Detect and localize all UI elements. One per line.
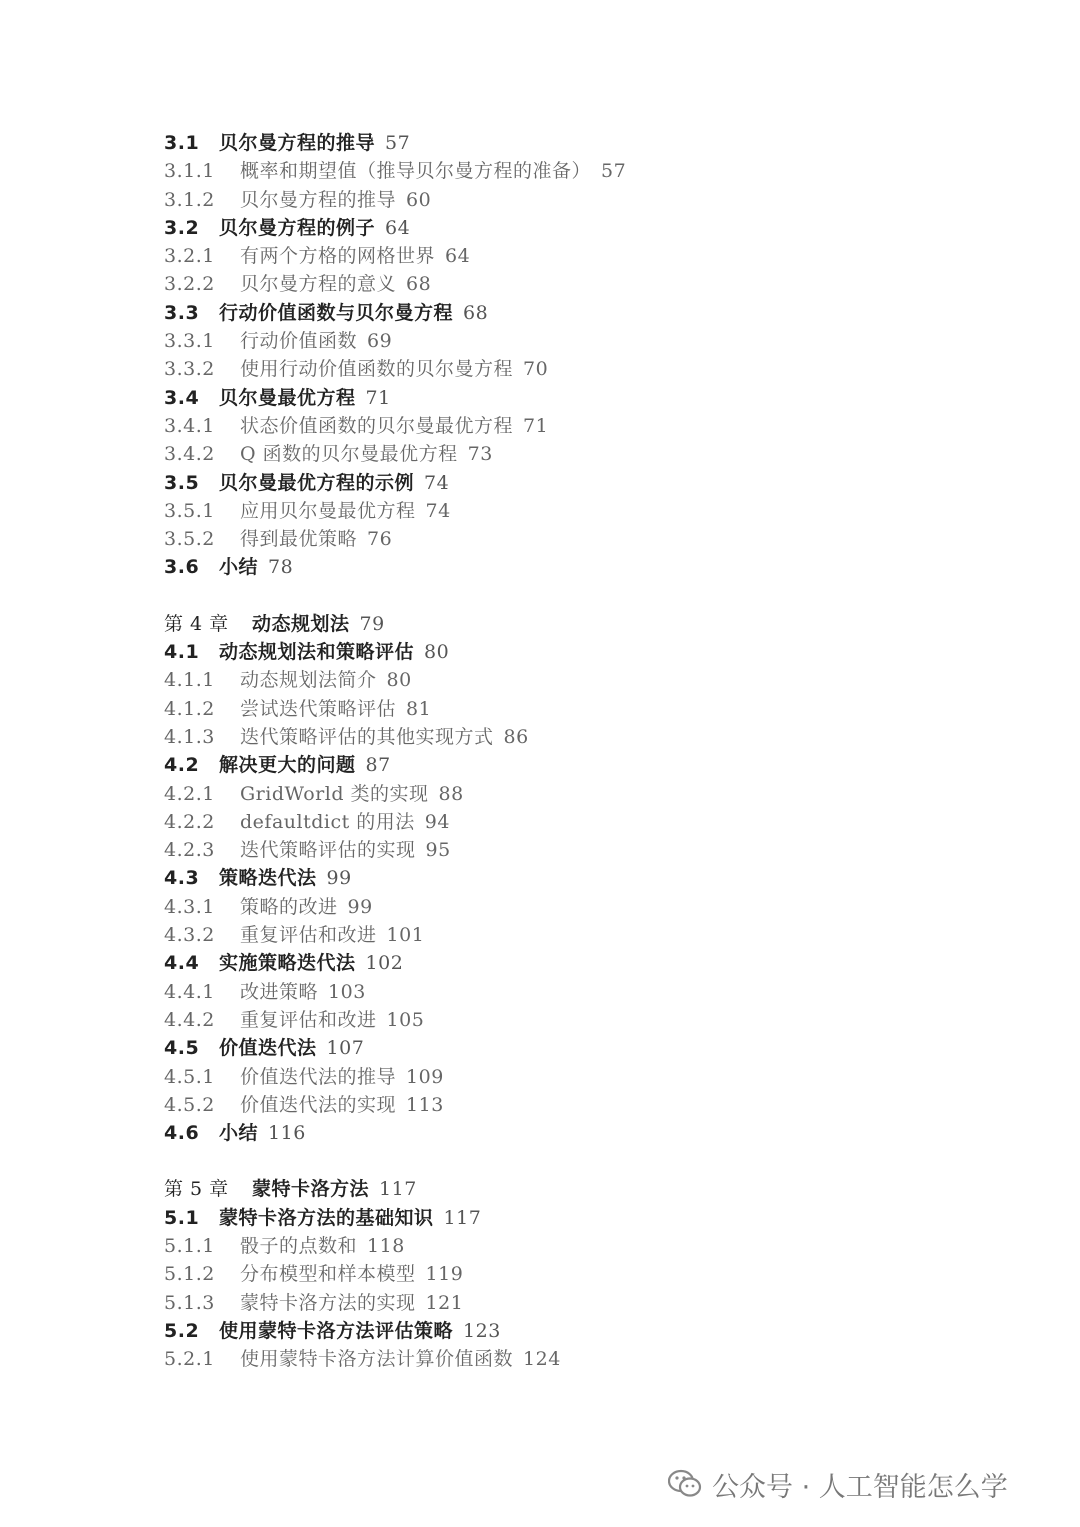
toc-entry-number: 3.1.1 xyxy=(164,160,215,183)
toc-entry-title: 行动价值函数 xyxy=(240,330,358,353)
toc-entry-subsection xyxy=(164,921,1044,949)
toc-entry-section xyxy=(164,1034,1044,1062)
toc-entry-number: 4.1.2 xyxy=(164,697,215,720)
toc-entry-subsection xyxy=(164,242,1044,270)
toc-entry-title: 动态规划法 xyxy=(252,612,350,635)
toc-entry-title: defaultdict 的用法 xyxy=(240,810,415,833)
toc-entry-number: 5.1 xyxy=(164,1206,200,1229)
toc-entry-section xyxy=(164,299,1044,327)
toc-entry-chapter xyxy=(164,1175,1044,1203)
toc-entry-subsection xyxy=(164,780,1044,808)
toc-entry-number: 3.3 xyxy=(164,301,200,324)
toc-entry-page: 87 xyxy=(365,754,391,777)
toc-entry-number: 5.2 xyxy=(164,1319,200,1342)
toc-entry-number: 3.4.2 xyxy=(164,443,215,466)
watermark xyxy=(668,1464,1008,1504)
toc-entry-subsection xyxy=(164,808,1044,836)
toc-entry-title: 分布模型和样本模型 xyxy=(240,1263,416,1286)
toc-entry-title: 应用贝尔曼最优方程 xyxy=(240,499,416,522)
toc-entry-number: 3.5.1 xyxy=(164,499,215,522)
toc-entry-page: 80 xyxy=(386,669,412,692)
toc-entry-page: 68 xyxy=(406,273,432,296)
toc-entry-page: 57 xyxy=(385,132,411,154)
toc-entry-chapter xyxy=(164,610,1044,638)
toc-entry-title: 实施策略迭代法 xyxy=(219,952,356,975)
toc-entry-number: 3.1 xyxy=(164,132,200,154)
toc-entry-number: 4.5 xyxy=(164,1037,200,1060)
toc-entry-section xyxy=(164,751,1044,779)
toc-entry-page: 73 xyxy=(467,443,493,466)
toc-entry-subsection xyxy=(164,666,1044,694)
toc-entry-page: 119 xyxy=(425,1263,464,1286)
toc-entry-page: 88 xyxy=(438,782,464,805)
toc-entry-title: 重复评估和改进 xyxy=(240,924,377,947)
toc-entry-number: 5.2.1 xyxy=(164,1348,215,1371)
toc-entry-title: 有两个方格的网格世界 xyxy=(240,245,436,268)
toc-entry-page: 74 xyxy=(424,471,450,494)
toc-entry-number: 第 5 章 xyxy=(164,1178,229,1201)
toc-entry-subsection xyxy=(164,1345,1044,1373)
toc-entry-title: 贝尔曼最优方程的示例 xyxy=(219,471,415,494)
toc-entry-subsection xyxy=(164,186,1044,214)
toc-entry-title: 重复评估和改进 xyxy=(240,1008,377,1031)
toc-entry-page: 81 xyxy=(406,697,432,720)
toc-entry-number: 4.3.2 xyxy=(164,924,215,947)
toc-entry-subsection xyxy=(164,723,1044,751)
toc-entry-number: 4.4.2 xyxy=(164,1008,215,1031)
toc-entry-page: 95 xyxy=(425,839,451,862)
toc-entry-number: 3.3.2 xyxy=(164,358,215,381)
toc-entry-subsection xyxy=(164,1289,1044,1317)
toc-entry-section xyxy=(164,384,1044,412)
toc-entry-title: 动态规划法简介 xyxy=(240,669,377,692)
toc-entry-page: 101 xyxy=(386,924,425,947)
toc-entry-page: 71 xyxy=(523,414,549,437)
toc-entry-title: 概率和期望值（推导贝尔曼方程的准备） xyxy=(240,160,592,183)
watermark-text: 公众号 · 人工智能怎么学 xyxy=(712,1471,1008,1503)
toc-entry-title: 动态规划法和策略评估 xyxy=(219,641,415,664)
toc-entry-section xyxy=(164,949,1044,977)
toc-entry-section xyxy=(164,638,1044,666)
toc-entry-title: 小结 xyxy=(219,1122,259,1145)
toc-entry-title: 价值迭代法的推导 xyxy=(240,1065,397,1088)
wechat-icon xyxy=(668,1469,702,1499)
toc-entry-title: 蒙特卡洛方法 xyxy=(252,1178,370,1201)
toc-entry-page: 80 xyxy=(424,641,450,664)
toc-entry-title: 价值迭代法 xyxy=(219,1037,317,1060)
toc-entry-section xyxy=(164,214,1044,242)
toc-entry-page: 70 xyxy=(523,358,549,381)
toc-entry-page: 117 xyxy=(443,1206,482,1229)
toc-entry-page: 109 xyxy=(406,1065,444,1088)
toc-entry-page: 68 xyxy=(463,301,489,324)
toc-entry-number: 4.4.1 xyxy=(164,980,215,1003)
toc-entry-subsection xyxy=(164,1091,1044,1119)
toc-entry-number: 3.5.2 xyxy=(164,528,215,551)
toc-entry-page: 76 xyxy=(367,528,393,551)
toc-entry-number: 5.1.1 xyxy=(164,1234,215,1257)
toc-entry-subsection xyxy=(164,978,1044,1006)
toc-entry-section xyxy=(164,1119,1044,1147)
toc-entry-title: 贝尔曼最优方程 xyxy=(219,386,356,409)
toc-entry-page: 99 xyxy=(326,867,352,890)
toc-entry-number: 3.3.1 xyxy=(164,330,215,353)
toc-entry-title: 迭代策略评估的实现 xyxy=(240,839,416,862)
toc-entry-section xyxy=(164,864,1044,892)
toc-entry-title: 策略的改进 xyxy=(240,895,338,918)
toc-entry-number: 4.5.1 xyxy=(164,1065,215,1088)
toc-entry-number: 4.2.1 xyxy=(164,782,215,805)
table-of-contents xyxy=(164,129,1044,1373)
toc-entry-number: 3.1.2 xyxy=(164,188,215,211)
toc-entry-number: 4.5.2 xyxy=(164,1093,215,1116)
toc-entry-number: 5.1.2 xyxy=(164,1263,215,1286)
toc-entry-page: 107 xyxy=(326,1037,365,1060)
toc-entry-title: 状态价值函数的贝尔曼最优方程 xyxy=(240,414,514,437)
toc-entry-number: 3.4 xyxy=(164,386,200,409)
toc-entry-title: 贝尔曼方程的例子 xyxy=(219,216,376,239)
toc-entry-title: 行动价值函数与贝尔曼方程 xyxy=(219,301,454,324)
toc-entry-title: 小结 xyxy=(219,556,259,579)
toc-entry-subsection xyxy=(164,1006,1044,1034)
toc-entry-title: 蒙特卡洛方法的实现 xyxy=(240,1291,416,1314)
toc-entry-page: 79 xyxy=(359,612,385,635)
toc-entry-number: 4.2.3 xyxy=(164,839,215,862)
toc-entry-number: 4.2 xyxy=(164,754,200,777)
toc-entry-page: 105 xyxy=(386,1008,425,1031)
toc-entry-title: 使用蒙特卡洛方法评估策略 xyxy=(219,1319,454,1342)
toc-entry-page: 103 xyxy=(328,980,366,1003)
toc-entry-subsection xyxy=(164,695,1044,723)
toc-entry-number: 4.2.2 xyxy=(164,810,215,833)
toc-entry-section xyxy=(164,129,1044,157)
toc-entry-subsection xyxy=(164,893,1044,921)
toc-entry-page: 74 xyxy=(425,499,451,522)
toc-entry-section xyxy=(164,1204,1044,1232)
toc-entry-title: 尝试迭代策略评估 xyxy=(240,697,397,720)
toc-entry-subsection xyxy=(164,440,1044,468)
toc-entry-number: 3.2.2 xyxy=(164,273,215,296)
toc-entry-subsection xyxy=(164,157,1044,185)
toc-entry-title: 得到最优策略 xyxy=(240,528,358,551)
toc-entry-subsection xyxy=(164,1232,1044,1260)
toc-entry-number: 4.3.1 xyxy=(164,895,215,918)
toc-entry-number: 5.1.3 xyxy=(164,1291,215,1314)
toc-entry-subsection xyxy=(164,836,1044,864)
toc-entry-number: 3.4.1 xyxy=(164,414,215,437)
toc-entry-page: 60 xyxy=(406,188,432,211)
toc-entry-number: 4.6 xyxy=(164,1122,200,1145)
toc-entry-title: 策略迭代法 xyxy=(219,867,317,890)
toc-entry-page: 102 xyxy=(365,952,404,975)
toc-entry-number: 3.5 xyxy=(164,471,200,494)
toc-entry-title: Q 函数的贝尔曼最优方程 xyxy=(240,443,458,466)
toc-entry-page: 64 xyxy=(445,245,471,268)
toc-entry-page: 64 xyxy=(385,216,411,239)
toc-entry-number: 4.3 xyxy=(164,867,200,890)
toc-entry-number: 4.4 xyxy=(164,952,200,975)
toc-entry-title: GridWorld 类的实现 xyxy=(240,782,429,805)
toc-entry-number: 4.1.1 xyxy=(164,669,215,692)
toc-entry-number: 3.6 xyxy=(164,556,200,579)
toc-entry-page: 57 xyxy=(601,160,627,183)
toc-entry-number: 4.1 xyxy=(164,641,200,664)
toc-entry-title: 贝尔曼方程的意义 xyxy=(240,273,397,296)
toc-entry-subsection xyxy=(164,412,1044,440)
toc-entry-number: 3.2 xyxy=(164,216,200,239)
toc-entry-page: 116 xyxy=(268,1122,306,1145)
toc-entry-title: 使用行动价值函数的贝尔曼方程 xyxy=(240,358,514,381)
toc-entry-page: 94 xyxy=(424,810,450,833)
toc-entry-subsection xyxy=(164,270,1044,298)
toc-entry-page: 99 xyxy=(347,895,373,918)
toc-entry-subsection xyxy=(164,497,1044,525)
toc-entry-page: 78 xyxy=(268,556,294,579)
toc-entry-subsection xyxy=(164,1063,1044,1091)
toc-entry-page: 71 xyxy=(365,386,391,409)
toc-entry-title: 蒙特卡洛方法的基础知识 xyxy=(219,1206,434,1229)
toc-entry-title: 迭代策略评估的其他实现方式 xyxy=(240,725,494,748)
toc-entry-page: 117 xyxy=(379,1178,417,1201)
toc-entry-page: 118 xyxy=(367,1234,405,1257)
toc-entry-page: 69 xyxy=(367,330,393,353)
toc-entry-page: 124 xyxy=(523,1348,561,1371)
toc-entry-title: 骰子的点数和 xyxy=(240,1234,358,1257)
toc-entry-page: 121 xyxy=(425,1291,464,1314)
toc-entry-section xyxy=(164,469,1044,497)
toc-entry-page: 86 xyxy=(503,725,529,748)
toc-entry-section xyxy=(164,1317,1044,1345)
toc-entry-number: 4.1.3 xyxy=(164,725,215,748)
toc-entry-title: 贝尔曼方程的推导 xyxy=(219,132,376,154)
toc-entry-title: 改进策略 xyxy=(240,980,319,1003)
toc-entry-title: 解决更大的问题 xyxy=(219,754,356,777)
toc-entry-subsection xyxy=(164,327,1044,355)
toc-entry-section xyxy=(164,553,1044,581)
toc-entry-page: 123 xyxy=(463,1319,501,1342)
toc-entry-title: 价值迭代法的实现 xyxy=(240,1093,397,1116)
toc-entry-number: 第 4 章 xyxy=(164,612,229,635)
toc-entry-number: 3.2.1 xyxy=(164,245,215,268)
toc-entry-subsection xyxy=(164,525,1044,553)
toc-entry-page: 113 xyxy=(406,1093,444,1116)
toc-entry-subsection xyxy=(164,1260,1044,1288)
toc-entry-title: 贝尔曼方程的推导 xyxy=(240,188,397,211)
toc-entry-title: 使用蒙特卡洛方法计算价值函数 xyxy=(240,1348,514,1371)
toc-entry-subsection xyxy=(164,355,1044,383)
